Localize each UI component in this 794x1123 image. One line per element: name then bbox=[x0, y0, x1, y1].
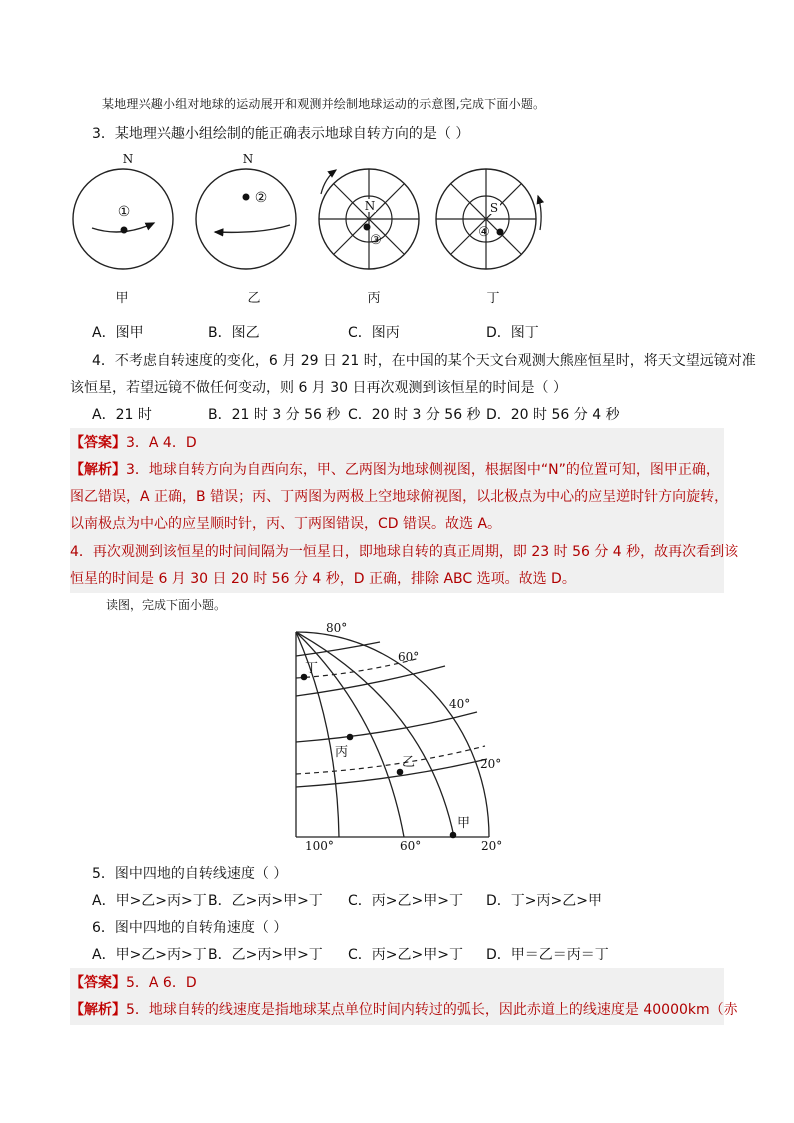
lat-label-20: 20° bbox=[480, 757, 502, 771]
figure-jia bbox=[73, 152, 173, 269]
answer-2-label: 【答案】 bbox=[70, 975, 126, 991]
fig-label-jia: 甲 bbox=[115, 291, 129, 306]
lat-label-80: 80° bbox=[326, 621, 348, 635]
q4-option-d[interactable]: D．20 时 56 分 4 秒 bbox=[486, 407, 620, 423]
analysis-1-line4: 4．再次观测到该恒星的时间间隔为一恒星日，即地球自转的真正周期，即 23 时 56 分 4 秒，故再次看到该 bbox=[70, 544, 739, 560]
latlon-map bbox=[0, 616, 794, 856]
fig4-south-label: S bbox=[489, 201, 499, 215]
intro-text-2: 读图，完成下面小题。 bbox=[106, 598, 227, 612]
q3-option-c[interactable]: C．图丙 bbox=[348, 325, 400, 341]
question-4-stem-line1: 4．不考虑自转速度的变化，6 月 29 日 21 时，在中国的某个天文台观测大熊座恒星时，将天文望远镜对准 bbox=[92, 353, 756, 369]
lon-label-20: 20° bbox=[481, 839, 503, 853]
answer-1-label: 【答案】 bbox=[70, 435, 126, 451]
fig-label-ding: 丁 bbox=[486, 291, 500, 306]
q5-option-c[interactable]: C．丙>乙>甲>丁 bbox=[348, 893, 463, 909]
intro-text: 某地理兴趣小组对地球的运动展开和观测并绘制地球运动的示意图,完成下面小题。 bbox=[102, 97, 546, 111]
q6-option-b[interactable]: B．乙>丙>甲>丁 bbox=[208, 947, 323, 963]
q6-option-d[interactable]: D．甲＝乙＝丙＝丁 bbox=[486, 947, 609, 963]
analysis-1-line1 bbox=[70, 459, 720, 479]
point-label-ding: 丁 bbox=[305, 661, 319, 676]
fig2-point-label: ② bbox=[254, 190, 268, 206]
fig3-north-label: N bbox=[364, 199, 376, 213]
analysis-1-label: 【解析】 bbox=[70, 462, 126, 478]
analysis-2-line1 bbox=[70, 999, 738, 1019]
analysis-2-label: 【解析】 bbox=[70, 1002, 126, 1018]
figure-yi bbox=[196, 152, 296, 269]
question-4-stem-line2: 该恒星，若望远镜不做任何变动，则 6 月 30 日再次观测到该恒星的时间是（ ） bbox=[70, 380, 567, 396]
fig1-point-label: ① bbox=[117, 204, 131, 220]
fig2-north-label: N bbox=[242, 152, 254, 166]
q4-option-b[interactable]: B．21 时 3 分 56 秒 bbox=[208, 407, 341, 423]
lon-label-100: 100° bbox=[305, 839, 334, 853]
q3-option-b[interactable]: B．图乙 bbox=[208, 325, 260, 341]
q4-option-a[interactable]: A．21 时 bbox=[92, 407, 152, 423]
analysis-1-line3: 以南极点为中心的应呈顺时针，丙、丁两图错误，CD 错误。故选 A。 bbox=[70, 516, 502, 532]
question-5-stem: 5．图中四地的自转线速度（ ） bbox=[92, 866, 288, 882]
analysis-1-text1: 3．地球自转方向为自西向东，甲、乙两图为地球侧视图，根据图中“N”的位置可知，图甲正确， bbox=[126, 462, 720, 478]
answer-1 bbox=[70, 432, 197, 452]
lat-label-60: 60° bbox=[398, 650, 420, 664]
answer-1-text: 3．A 4．D bbox=[126, 435, 197, 451]
point-label-yi: 乙 bbox=[402, 755, 416, 770]
analysis-1-line2: 图乙错误，A 正确，B 错误；丙、丁两图为两极上空地球俯视图，以北极点为中心的应呈逆时针方向旋转， bbox=[70, 489, 729, 505]
q5-option-d[interactable]: D．丁>丙>乙>甲 bbox=[486, 893, 602, 909]
q5-option-a[interactable]: A．甲>乙>丙>丁 bbox=[92, 893, 207, 909]
fig-label-bing: 丙 bbox=[367, 291, 381, 306]
q6-option-a[interactable]: A．甲>乙>丙>丁 bbox=[92, 947, 207, 963]
q5-option-b[interactable]: B．乙>丙>甲>丁 bbox=[208, 893, 323, 909]
question-3-stem: 3．某地理兴趣小组绘制的能正确表示地球自转方向的是（ ） bbox=[92, 126, 470, 142]
question-6-stem: 6．图中四地的自转角速度（ ） bbox=[92, 920, 288, 936]
analysis-2-text1: 5．地球自转的线速度是指地球某点单位时间内转过的弧长，因此赤道上的线速度是 40000km（赤 bbox=[126, 1002, 738, 1018]
answer-2 bbox=[70, 972, 197, 992]
q4-option-c[interactable]: C．20 时 3 分 56 秒 bbox=[348, 407, 481, 423]
fig1-north-label: N bbox=[122, 152, 134, 166]
answer-2-text: 5．A 6．D bbox=[126, 975, 197, 991]
figure-bing bbox=[319, 169, 419, 269]
lat-label-40: 40° bbox=[449, 697, 471, 711]
fig3-point-label: ③ bbox=[370, 233, 382, 248]
analysis-1-line5: 恒星的时间是 6 月 30 日 20 时 56 分 4 秒，D 正确，排除 ABC 选项。故选 D。 bbox=[70, 571, 576, 587]
q6-option-c[interactable]: C．丙>乙>甲>丁 bbox=[348, 947, 463, 963]
q3-option-a[interactable]: A．图甲 bbox=[92, 325, 144, 341]
point-label-jia: 甲 bbox=[457, 816, 471, 831]
point-label-bing: 丙 bbox=[335, 745, 349, 760]
lon-label-60: 60° bbox=[400, 839, 422, 853]
q3-option-d[interactable]: D．图丁 bbox=[486, 325, 539, 341]
fig4-point-label: ④ bbox=[478, 225, 490, 240]
figure-ding bbox=[436, 169, 541, 269]
fig-label-yi: 乙 bbox=[247, 291, 261, 306]
